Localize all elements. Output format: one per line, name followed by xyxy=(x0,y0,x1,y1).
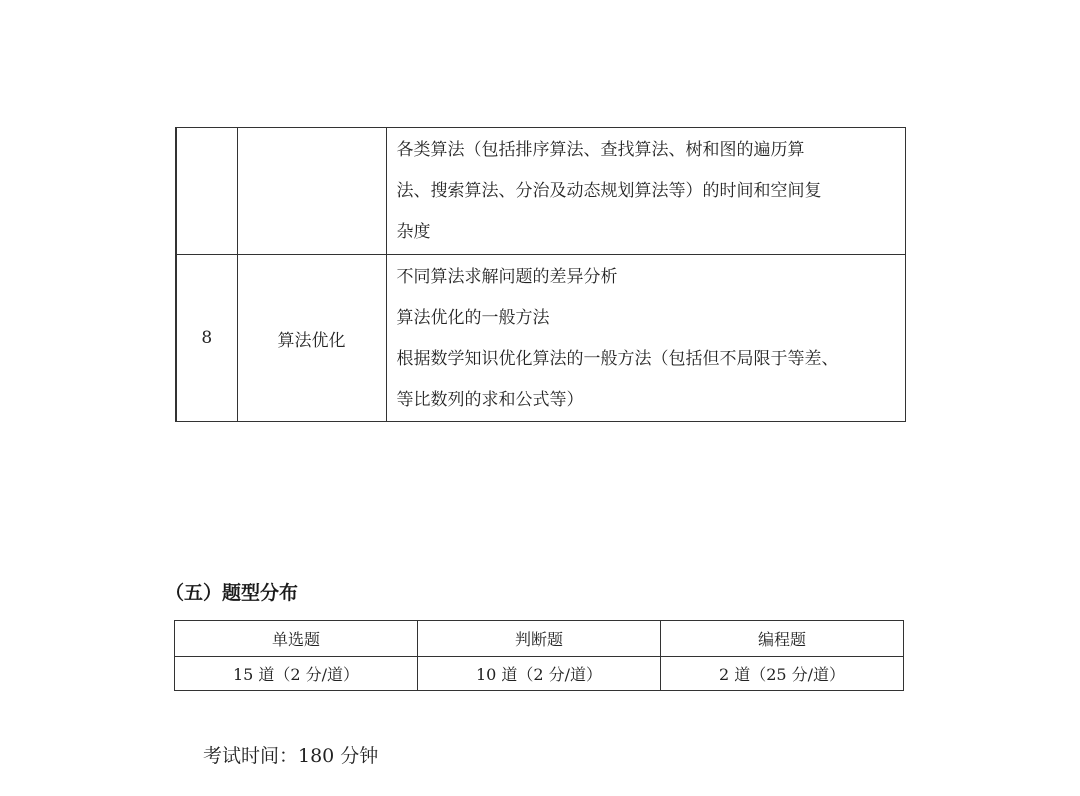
item-number-cell: 8 xyxy=(176,255,237,422)
table-row xyxy=(176,255,905,422)
table-row xyxy=(175,657,904,691)
table-header-row xyxy=(175,621,904,657)
item-number-cell xyxy=(176,128,237,255)
header-single-choice: 单选题 xyxy=(175,621,418,657)
question-type-table xyxy=(174,620,904,691)
value-programming: 2 道（25 分/道） xyxy=(661,657,904,691)
item-content-cell xyxy=(386,128,905,255)
syllabus-table xyxy=(175,127,906,422)
header-true-false: 判断题 xyxy=(418,621,661,657)
table-row xyxy=(176,128,905,255)
content-line: 法、搜索算法、分治及动态规划算法等）的时间和空间复 xyxy=(396,181,822,201)
item-topic-cell: 算法优化 xyxy=(237,255,386,422)
content-line: 算法优化的一般方法 xyxy=(396,308,550,328)
exam-time: 考试时间：180 分钟 xyxy=(203,745,379,767)
content-line: 等比数列的求和公式等） xyxy=(396,390,584,410)
content-line: 杂度 xyxy=(396,222,431,242)
content-line: 根据数学知识优化算法的一般方法（包括但不局限于等差、 xyxy=(396,349,839,369)
header-programming: 编程题 xyxy=(661,621,904,657)
value-true-false: 10 道（2 分/道） xyxy=(418,657,661,691)
content-line: 各类算法（包括排序算法、查找算法、树和图的遍历算 xyxy=(396,140,805,160)
item-topic-cell xyxy=(237,128,386,255)
value-single-choice: 15 道（2 分/道） xyxy=(175,657,418,691)
content-line: 不同算法求解问题的差异分析 xyxy=(396,267,618,287)
section-title: （五）题型分布 xyxy=(165,582,299,604)
item-content-cell xyxy=(386,255,905,422)
